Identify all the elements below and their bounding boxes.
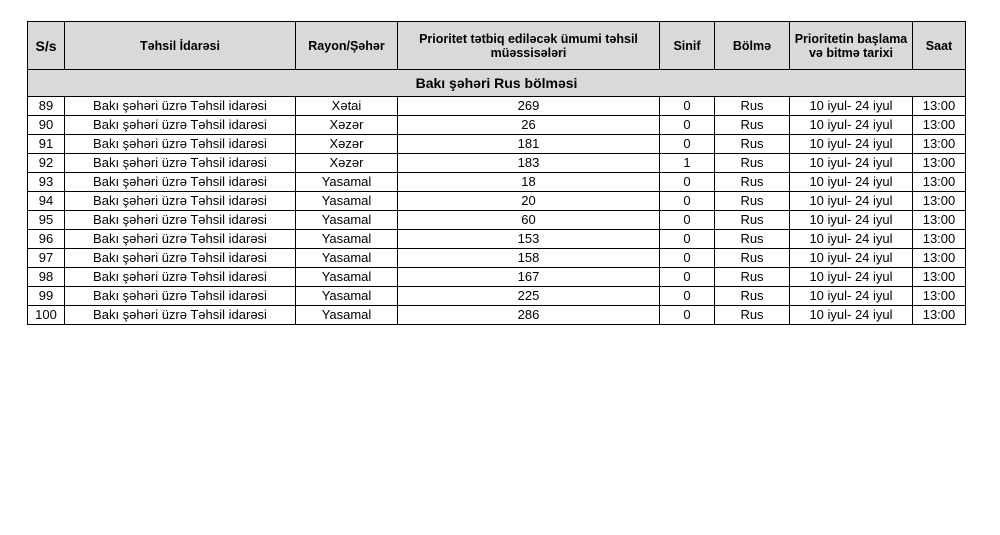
cell-tarix: 10 iyul- 24 iyul [790,287,913,306]
cell-idare: Bakı şəhəri üzrə Təhsil idarəsi [65,173,296,192]
cell-saat: 13:00 [913,306,966,325]
cell-ss: 98 [28,268,65,287]
table-row [28,230,966,249]
cell-muessise: 158 [398,249,660,268]
table-row [28,249,966,268]
table-row [28,173,966,192]
schedule-table [27,21,966,325]
header-idare: Təhsil İdarəsi [65,22,296,70]
cell-muessise: 26 [398,116,660,135]
cell-bolme: Rus [715,249,790,268]
cell-bolme: Rus [715,268,790,287]
cell-idare: Bakı şəhəri üzrə Təhsil idarəsi [65,306,296,325]
cell-bolme: Rus [715,135,790,154]
cell-ss: 97 [28,249,65,268]
cell-rayon: Yasamal [296,306,398,325]
cell-saat: 13:00 [913,173,966,192]
cell-ss: 89 [28,97,65,116]
cell-tarix: 10 iyul- 24 iyul [790,116,913,135]
cell-rayon: Xəzər [296,116,398,135]
cell-idare: Bakı şəhəri üzrə Təhsil idarəsi [65,97,296,116]
cell-muessise: 153 [398,230,660,249]
cell-ss: 96 [28,230,65,249]
cell-ss: 90 [28,116,65,135]
cell-muessise: 286 [398,306,660,325]
cell-rayon: Yasamal [296,173,398,192]
cell-rayon: Xəzər [296,135,398,154]
cell-rayon: Yasamal [296,249,398,268]
table-row [28,268,966,287]
cell-saat: 13:00 [913,135,966,154]
header-bolme: Bölmə [715,22,790,70]
cell-idare: Bakı şəhəri üzrə Təhsil idarəsi [65,249,296,268]
table-row [28,192,966,211]
cell-tarix: 10 iyul- 24 iyul [790,249,913,268]
section-title: Bakı şəhəri Rus bölməsi [28,70,966,97]
header-saat: Saat [913,22,966,70]
table-row [28,135,966,154]
header-tarix: Prioritetin başlama və bitmə tarixi [790,22,913,70]
cell-tarix: 10 iyul- 24 iyul [790,97,913,116]
cell-saat: 13:00 [913,230,966,249]
cell-saat: 13:00 [913,97,966,116]
cell-sinif: 0 [660,287,715,306]
cell-muessise: 225 [398,287,660,306]
cell-saat: 13:00 [913,116,966,135]
table-row [28,211,966,230]
cell-idare: Bakı şəhəri üzrə Təhsil idarəsi [65,192,296,211]
cell-saat: 13:00 [913,154,966,173]
cell-tarix: 10 iyul- 24 iyul [790,230,913,249]
cell-sinif: 0 [660,211,715,230]
cell-ss: 100 [28,306,65,325]
cell-rayon: Yasamal [296,268,398,287]
cell-muessise: 181 [398,135,660,154]
cell-sinif: 0 [660,230,715,249]
cell-rayon: Yasamal [296,211,398,230]
cell-sinif: 0 [660,173,715,192]
cell-idare: Bakı şəhəri üzrə Təhsil idarəsi [65,135,296,154]
cell-muessise: 18 [398,173,660,192]
cell-bolme: Rus [715,211,790,230]
cell-muessise: 60 [398,211,660,230]
cell-ss: 94 [28,192,65,211]
cell-idare: Bakı şəhəri üzrə Təhsil idarəsi [65,268,296,287]
cell-ss: 92 [28,154,65,173]
header-sinif: Sinif [660,22,715,70]
cell-saat: 13:00 [913,268,966,287]
table-row [28,116,966,135]
cell-sinif: 1 [660,154,715,173]
cell-rayon: Yasamal [296,287,398,306]
cell-bolme: Rus [715,306,790,325]
header-muessise: Prioritet tətbiq ediləcək ümumi təhsil müəssisələri [398,22,660,70]
cell-idare: Bakı şəhəri üzrə Təhsil idarəsi [65,116,296,135]
cell-bolme: Rus [715,154,790,173]
cell-sinif: 0 [660,97,715,116]
cell-ss: 93 [28,173,65,192]
cell-tarix: 10 iyul- 24 iyul [790,306,913,325]
cell-saat: 13:00 [913,287,966,306]
header-rayon: Rayon/Şəhər [296,22,398,70]
header-ss: S/s [28,22,65,70]
cell-tarix: 10 iyul- 24 iyul [790,268,913,287]
cell-sinif: 0 [660,306,715,325]
cell-bolme: Rus [715,173,790,192]
cell-sinif: 0 [660,135,715,154]
cell-rayon: Yasamal [296,230,398,249]
cell-sinif: 0 [660,116,715,135]
cell-sinif: 0 [660,192,715,211]
cell-muessise: 269 [398,97,660,116]
table-row [28,97,966,116]
cell-tarix: 10 iyul- 24 iyul [790,192,913,211]
table-row [28,306,966,325]
cell-tarix: 10 iyul- 24 iyul [790,135,913,154]
cell-bolme: Rus [715,287,790,306]
cell-idare: Bakı şəhəri üzrə Təhsil idarəsi [65,287,296,306]
header-row [28,22,966,70]
table-row [28,154,966,173]
cell-bolme: Rus [715,116,790,135]
cell-sinif: 0 [660,249,715,268]
table-row [28,287,966,306]
cell-bolme: Rus [715,97,790,116]
cell-saat: 13:00 [913,192,966,211]
cell-idare: Bakı şəhəri üzrə Təhsil idarəsi [65,211,296,230]
cell-rayon: Yasamal [296,192,398,211]
cell-tarix: 10 iyul- 24 iyul [790,173,913,192]
cell-saat: 13:00 [913,249,966,268]
cell-muessise: 183 [398,154,660,173]
cell-muessise: 20 [398,192,660,211]
cell-idare: Bakı şəhəri üzrə Təhsil idarəsi [65,154,296,173]
cell-ss: 95 [28,211,65,230]
cell-tarix: 10 iyul- 24 iyul [790,211,913,230]
cell-tarix: 10 iyul- 24 iyul [790,154,913,173]
cell-bolme: Rus [715,192,790,211]
cell-ss: 99 [28,287,65,306]
cell-idare: Bakı şəhəri üzrə Təhsil idarəsi [65,230,296,249]
cell-muessise: 167 [398,268,660,287]
section-row [28,70,966,97]
cell-sinif: 0 [660,268,715,287]
cell-bolme: Rus [715,230,790,249]
cell-rayon: Xətai [296,97,398,116]
cell-rayon: Xəzər [296,154,398,173]
cell-ss: 91 [28,135,65,154]
cell-saat: 13:00 [913,211,966,230]
